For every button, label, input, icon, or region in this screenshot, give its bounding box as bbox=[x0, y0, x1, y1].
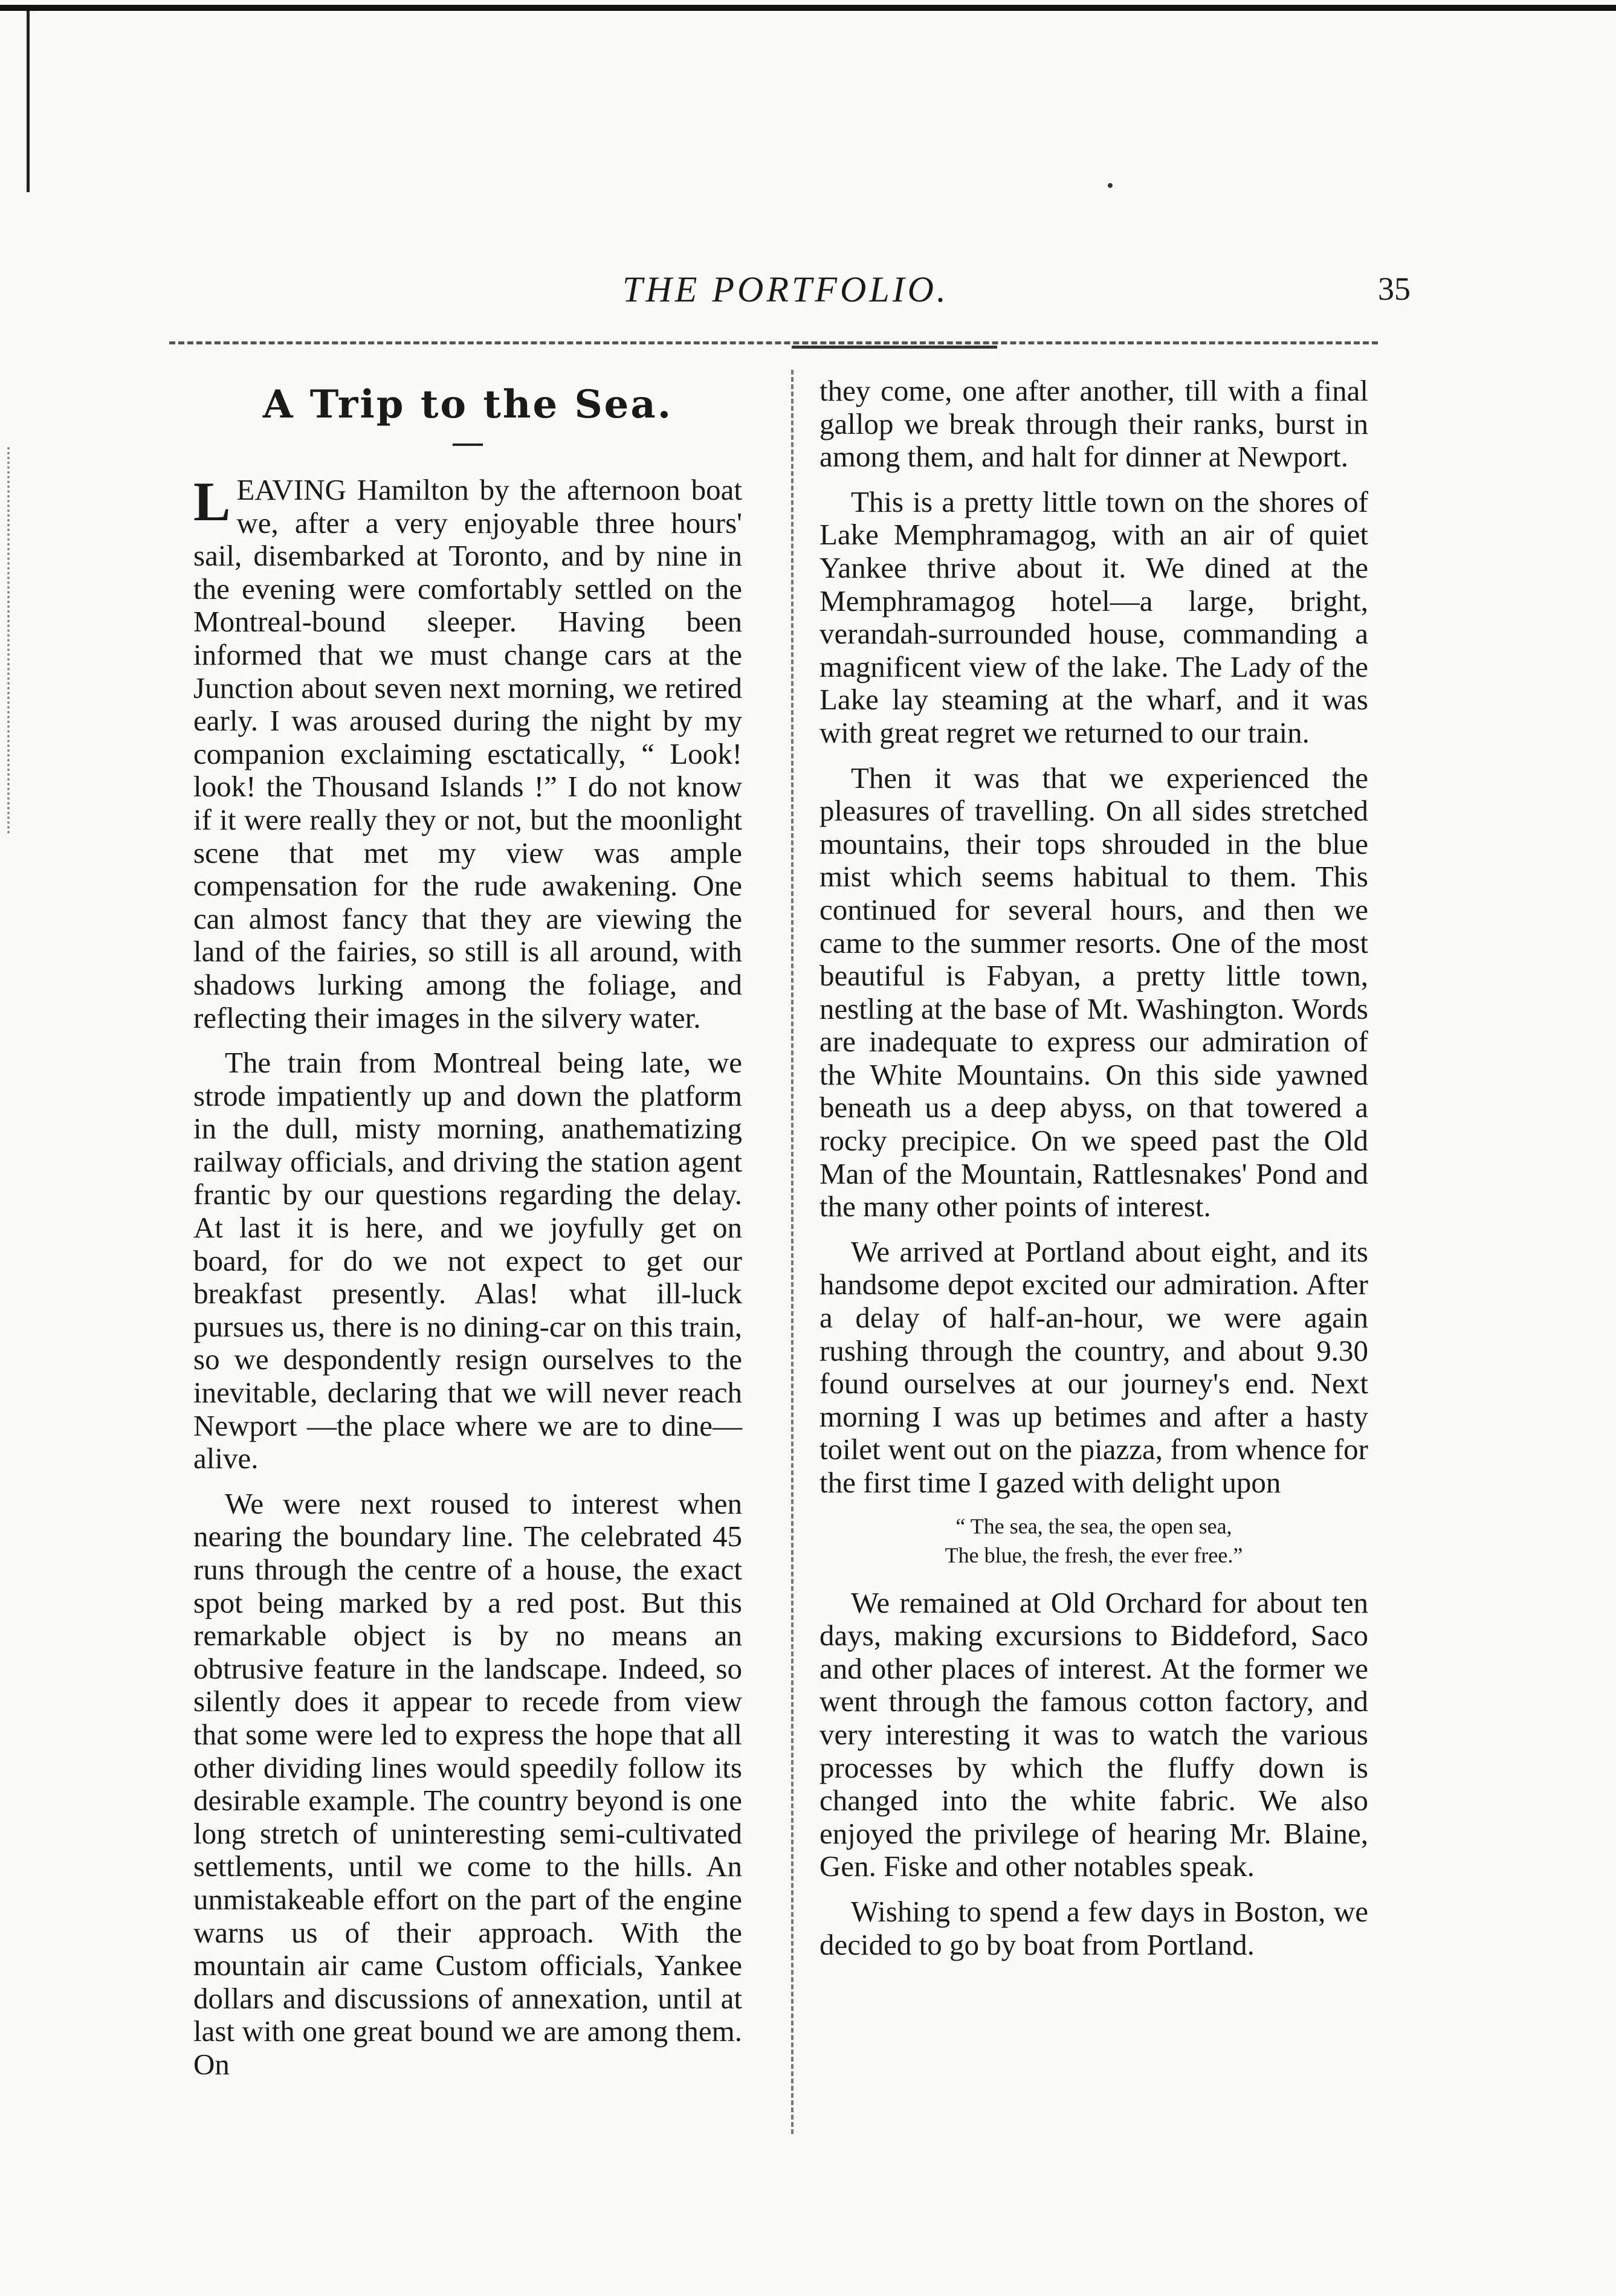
paragraph bbox=[193, 471, 742, 1034]
paragraph: We were next roused to interest when nearing the boundary line. The celebrated 45 runs through the centre of a house, the exact spot being marked by a red post. But this remarkable object is by no means an obtrusive feature in the landscape. Indeed, so silently does it appear to recede from view that some were led to express the hope that all other dividing lines would speedily follow its desirable example. The country beyond is one long stretch of uninteresting semi-cultivated settlements, until we come to the hills. An unmistakeable effort on the part of the engine warns us of their approach. With the mountain air came Custom officials, Yankee dollars and discussions of annexation, until at last with one great bound we are among them. On bbox=[193, 1486, 742, 2081]
paragraph: This is a pretty little town on the shores of Lake Memphramagog, with an air of quiet Yankee thrive about it. We dined at the Memphramagog hotel—a large, bright, verandah-surrounded house, commanding a magnificent view of the lake. The Lady of the Lake lay steaming at the wharf, and it was with great regret we returned to our train. bbox=[819, 485, 1368, 749]
header-rule bbox=[169, 341, 1378, 344]
paragraph-continuation: they come, one after another, till with a final gallop we break through their ranks, burst in among them, and halt for dinner at Newport. bbox=[819, 374, 1368, 474]
column-divider bbox=[791, 370, 793, 2134]
title-rule bbox=[453, 443, 483, 446]
running-head bbox=[0, 263, 1616, 317]
page-number: 35 bbox=[1378, 271, 1411, 307]
paragraph: The train from Montreal being late, we strode impatiently up and down the platform in the dull, misty morning, anathematizing railway officials, and driving the station agent frantic by our questions regarding the delay. At last it is here, and we joyfully get on board, for do we not expect to get our breakfast presently. Alas! what ill-luck pursues us, there is no dining-car on this train, so we despondently resign ourselves to the inevitable, declaring that we will never reach Newport —the place where we are to dine—alive. bbox=[193, 1046, 742, 1475]
article-title: A Trip to the Sea. bbox=[262, 382, 673, 427]
drop-cap: L bbox=[193, 471, 231, 532]
ink-speck bbox=[1108, 183, 1113, 188]
paragraph-text: EAVING Hamilton by the afternoon boat we, after a very enjoyable three hours' sail, disembarked at Toronto, and by nine in the evening were comfortably settled on the Montreal-bound sleeper. Having been informed that we must change cars at the Junction about seven next morning, we retired early. I was aroused during the night by my companion exclaiming esctatically, “ Look! look! the Thousand Islands !” I do not know if it were really they or not, but the moonlight scene that met my view was ample compensation for the rude awakening. One can almost fancy that they are viewing the land of the fairies, so still is all around, with shadows lurking among the foliage, and reflecting their images in the silvery water. bbox=[193, 473, 742, 1034]
paragraph: We arrived at Portland about eight, and its handsome depot excited our admiration. After a delay of half-an-hour, we were again rushing through the country, and about 9.30 found ourselves at our journey's end. Next morning I was up betimes and after a hasty toilet went out on the piazza, from whence for the first time I gazed with delight upon bbox=[819, 1234, 1368, 1499]
journal-title: THE PORTFOLIO. bbox=[622, 269, 949, 309]
verse-quote bbox=[819, 1512, 1368, 1570]
right-column bbox=[819, 375, 1368, 1973]
gutter-specks bbox=[7, 447, 22, 834]
page-top-border bbox=[0, 5, 1616, 11]
left-column bbox=[193, 375, 742, 2094]
header-rule-solid bbox=[792, 346, 997, 349]
verse-line: The blue, the fresh, the ever free.” bbox=[945, 1543, 1243, 1567]
verse-line: “ The sea, the sea, the open sea, bbox=[955, 1514, 1232, 1538]
binding-mark bbox=[27, 11, 30, 192]
paragraph: Wishing to spend a few days in Boston, we decided to go by boat from Portland. bbox=[819, 1894, 1368, 1961]
paragraph: Then it was that we experienced the pleasures of travelling. On all sides stretched mountains, their tops shrouded in the blue mist which seems habitual to them. This continued for several hours, and then we came to the summer resorts. One of the most beautiful is Fabyan, a pretty little town, nestling at the base of Mt. Washington. Words are inadequate to express our admiration of the White Mountains. On this side yawned beneath us a deep abyss, on that towered a rocky precipice. On we speed past the Old Man of the Mountain, Rattlesnakes' Pond and the many other points of interest. bbox=[819, 761, 1368, 1224]
paragraph: We remained at Old Orchard for about ten days, making excursions to Biddeford, Saco and other places of interest. At the former we went through the famous cotton factory, and very interesting it was to watch the various processes by which the fluffy down is changed into the white fabric. We also enjoyed the privilege of hearing Mr. Blaine, Gen. Fiske and other notables speak. bbox=[819, 1585, 1368, 1883]
